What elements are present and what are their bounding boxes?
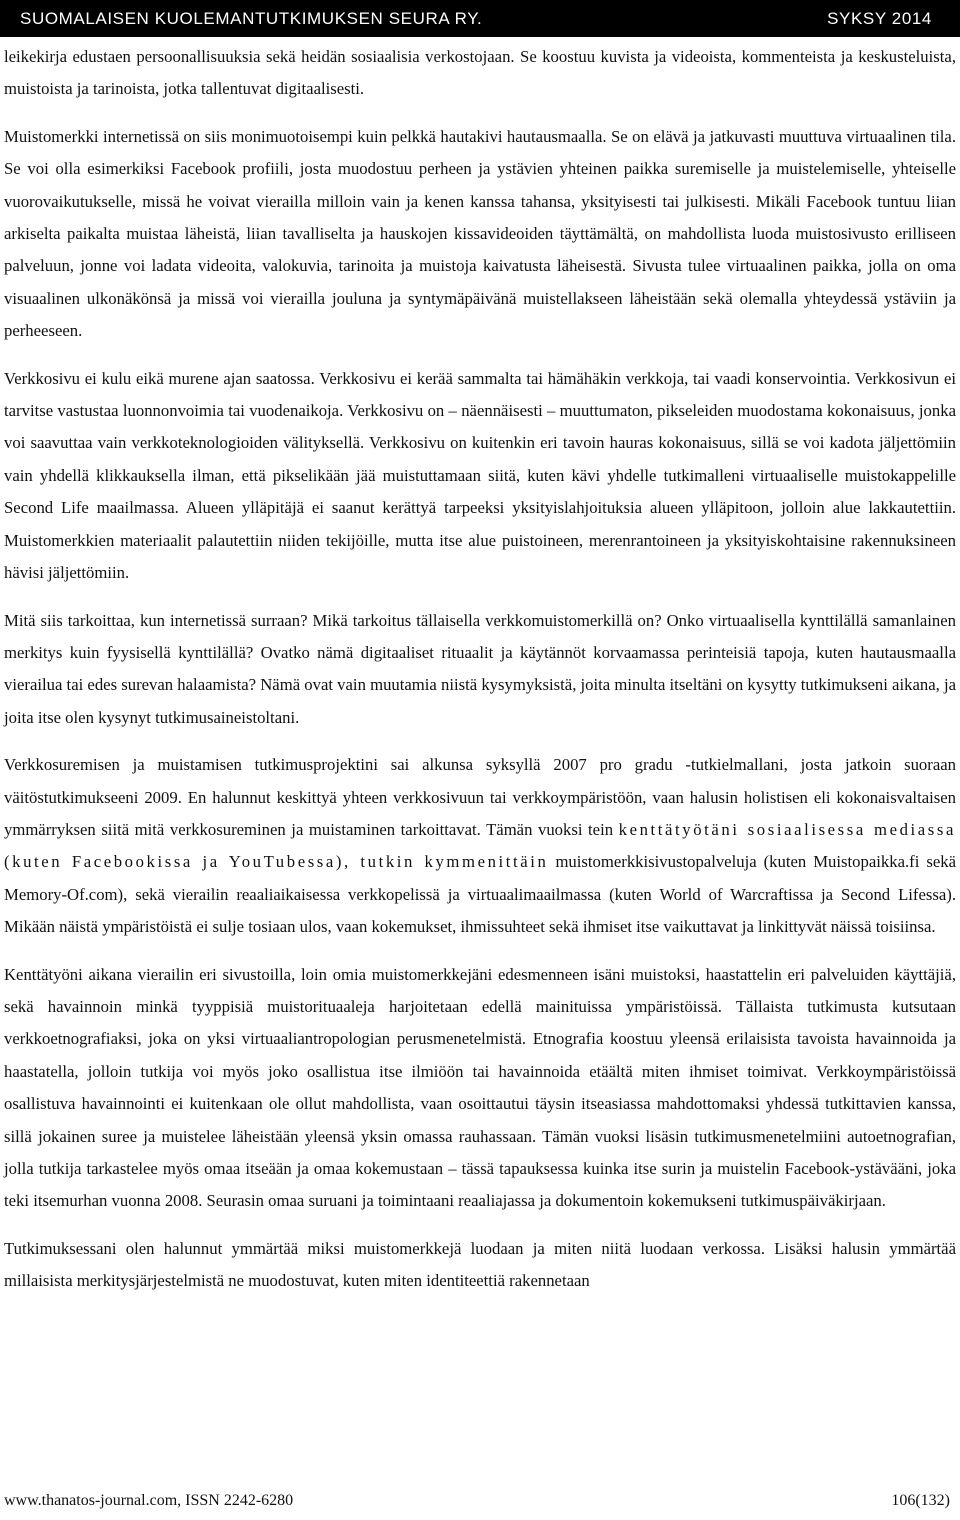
paragraph-text: Verkkosuremisen ja muistamisen tutkimusprojektini sai alkunsa syksyllä 2007 pro gradu -tutkielmallani, josta jatkoin suoraan väitöstutkimukseeni 2009. En halunnut keskittyä yhteen verkkosivuun tai verkkoympäristöön, vaan halusin holistisen eli kokonaisvaltaisen ymmärryksen siitä mitä verkkosureminen ja muistaminen tarkoittavat. Tämän vuoksi tein — [4, 755, 956, 839]
article-body — [4, 41, 956, 1313]
journal-header — [0, 0, 960, 37]
paragraph-text: muistomerkkisivustopalveluja (kuten Muistopaikka.fi sekä Memory-Of.com), sekä vierailin reaaliaikaisessa verkkopelissä ja virtuaalimaailmassa (kuten World of Warcraftissa ja Second Lifessa). Mikään näistä ympäristöistä ei sulje tosiaan ulos, vaan kokemukset, ihmissuhteet sekä ihmiset itse vaikuttavat ja linkittyvät näissä toisiinsa. — [4, 852, 957, 937]
page-number: 106(132) — [891, 1492, 950, 1509]
issue-label: SYKSY 2014 — [827, 9, 932, 28]
paragraph: Kenttätyöni aikana vierailin eri sivustoilla, loin omia muistomerkkejäni edesmenneen isäni muistoksi, haastattelin eri palveluiden käyttäjiä, sekä havainnoin minkä tyyppisiä muistorituaaleja harjoitetaan edellä mainituissa ympäristöissä. Tällaista tutkimusta kutsutaan verkkoetnografiaksi, joka on yksi virtuaaliantropologian perusmenetelmistä. Etnografia koostuu yleensä erilaisista tavoista havainnoida ja haastatella, jolloin tutkija voi myös joko osallistua itse ilmiöön tai havainnoida etäältä miten ihmiset toimivat. Verkkoympäristöissä osallistuva havainnointi ei kuitenkaan ole ollut mahdollista, vaan osoittautui täysin itseasiassa mahdottomaksi yhdessä tutkittavien kanssa, sillä jokainen suree ja muistelee läheistään yleensä yksin omassa rauhassaan. Tämän vuoksi lisäsin tutkimusmenetelmiini autoetnografian, jolla tutkija tarkastelee myös omaa itseään ja omaa kokemustaan – tässä tapauksessa kuinka itse surin ja muistelin Facebook-ystävääni, joka teki itsemurhan vuonna 2008. Seurasin omaa suruani ja toimintaani reaaliajassa ja dokumentoin kokemukseni tutkimuspäiväkirjaan. — [4, 964, 956, 1211]
paragraph: Tutkimuksessani olen halunnut ymmärtää miksi muistomerkkejä luodaan ja miten niitä luodaan verkossa. Lisäksi halusin ymmärtää millaisista merkitysjärjestelmistä ne muodostuvat, kuten miten identiteettiä rakennetaan — [4, 1238, 956, 1291]
paragraph — [4, 749, 956, 943]
paragraph-text-spaced: kenttätyötäni sosiaalisessa mediassa (kuten Facebookissa ja YouTubessa), tutkin kymmenittäin — [4, 819, 956, 872]
paragraph: Verkkosivu ei kulu eikä murene ajan saatossa. Verkkosivu ei kerää sammalta tai hämähäkin verkkoja, tai vaadi konservointia. Verkkosivun ei tarvitse vastustaa luonnonvoimia tai vuodenaikoja. Verkkosivu on – näennäisesti – muuttumaton, pikseleiden muodostama kokonaisuus, jonka voi saavuttaa vain verkkoteknologioiden välityksellä. Verkkosivu on kuitenkin eri tavoin hauras kokonaisuus, sillä se voi kadota jäljettömiin vain yhdellä klikkauksella ilman, että pikselikään jää muistuttamaan siitä, kuten kävi yhdelle tutkimalleni virtuaaliselle muistokappelille Second Life maailmassa. Alueen ylläpitäjä ei saanut kerättyä tarpeeksi yksityislahjoituksia alueen ylläpitoon, jolloin alue lakkautettiin. Muistomerkkien materiaalit palautettiin niiden tekijöille, mutta itse alue puistoineen, merenrantoineen ja yksityiskohtaisine rakennuksineen hävisi jäljettömiin. — [4, 368, 956, 583]
paragraph: leikekirja edustaen persoonallisuuksia sekä heidän sosiaalisia verkostojaan. Se koostuu kuvista ja videoista, kommenteista ja keskusteluista, muistoista ja tarinoista, jotka tallentuvat digitaalisesti. — [4, 47, 956, 99]
journal-title: SUOMALAISEN KUOLEMANTUTKIMUKSEN SEURA RY. — [20, 9, 483, 28]
paragraph: Mitä siis tarkoittaa, kun internetissä surraan? Mikä tarkoitus tällaisella verkkomuistomerkillä on? Onko virtuaalisella kynttilällä samanlainen merkitys kuin fyysisellä kynttilällä? Ovatko nämä digitaaliset rituaalit ja käytännöt korvaamassa perinteisiä tapoja, kuten hautausmaalla vierailua tai edes surevan halaamista? Nämä ovat vain muutamia niistä kysymyksistä, joita minulta itseltäni on kysytty tutkimukseni aikana, ja joita itse olen kysynyt tutkimusaineistoltani. — [4, 610, 956, 727]
paragraph: Muistomerkki internetissä on siis monimuotoisempi kuin pelkkä hautakivi hautausmaalla. Se on elävä ja jatkuvasti muuttuva virtuaalinen tila. Se voi olla esimerkiksi Facebook profiili, josta muodostuu perheen ja ystävien yhteinen paikka suremiselle ja muistelemiselle, yhteiselle vuorovaikutukselle, missä he voivat vierailla milloin vain ja kenen kanssa tahansa, yksityisesti tai julkisesti. Mikäli Facebook tuntuu liian arkiselta paikalta muistaa läheistä, liian tavalliselta ja hauskojen kissavideoiden täyttämältä, on mahdollista luoda muistosivusto erilliseen palveluun, jonne voi ladata videoita, valokuvia, tarinoita ja muistoja kaivatusta läheisestä. Sivusta tulee virtuaalinen paikka, jolla on oma visuaalinen ulkonäkönsä ja missä voi vierailla jouluna ja syntymäpäivänä muistellakseen läheistään sekä olemalla yhteydessä ystäviin ja perheeseen. — [4, 126, 956, 341]
journal-website: www.thanatos-journal.com, ISSN 2242-6280 — [4, 1492, 294, 1509]
